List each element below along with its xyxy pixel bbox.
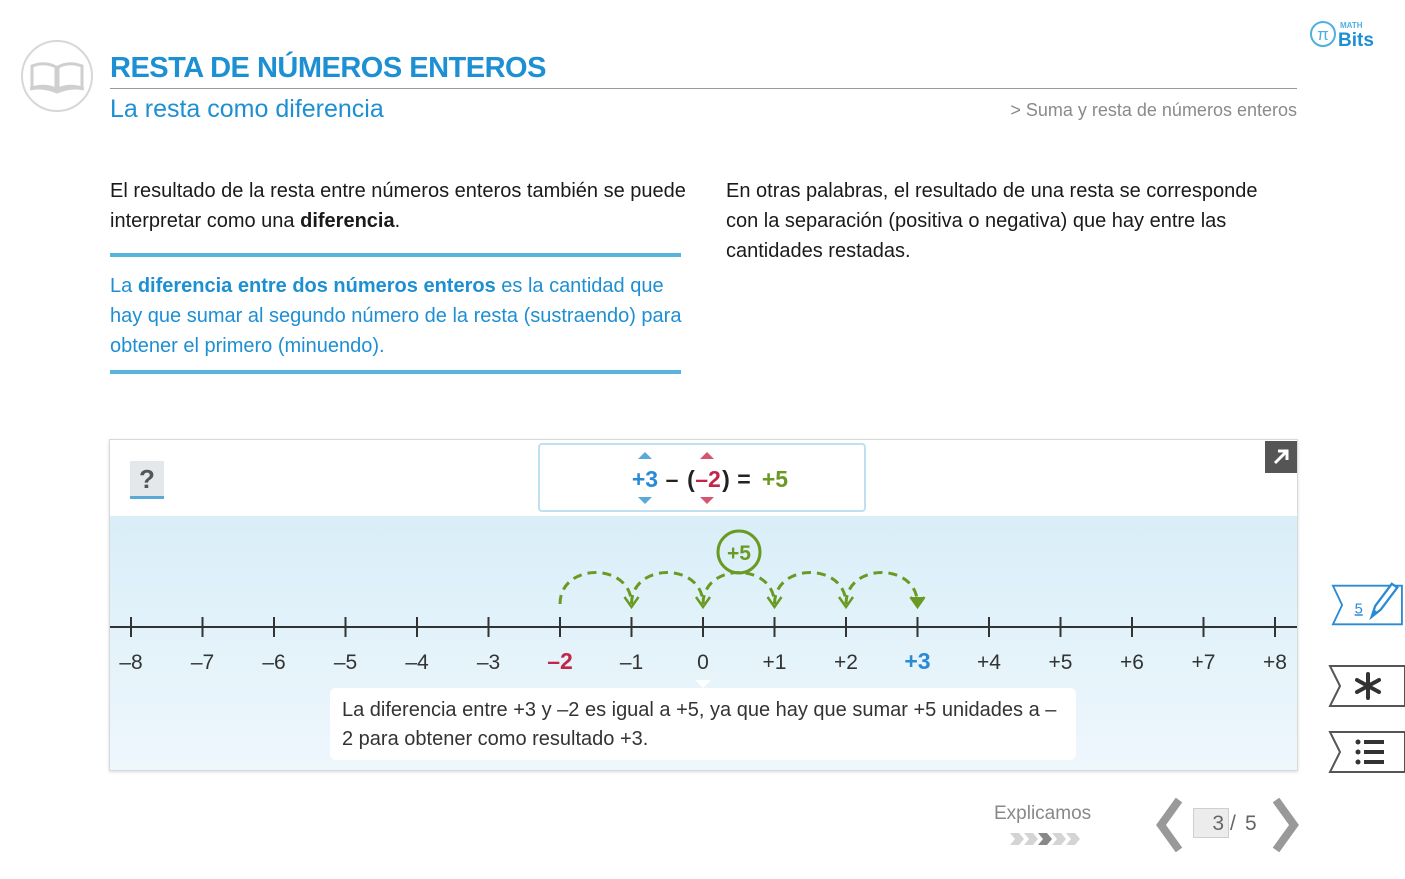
result-badge: +5: [727, 542, 751, 565]
close-paren: ): [722, 466, 730, 492]
section-progress: [1010, 831, 1085, 847]
tick-label: –8: [119, 651, 143, 674]
tick-label: –5: [333, 651, 358, 674]
definition-text-start: La: [110, 275, 138, 297]
progress-step: [1010, 833, 1024, 845]
progress-step: [1038, 833, 1052, 845]
jump-arrowhead: [911, 597, 925, 607]
jump-arc: [560, 573, 632, 605]
jump-arc: [846, 573, 918, 605]
chevron-right-icon: [1276, 800, 1294, 850]
prev-page-button[interactable]: [1153, 798, 1187, 852]
tick-label: +6: [1120, 651, 1144, 674]
intro-bold-term: diferencia: [300, 210, 395, 232]
caption-pointer: [695, 680, 711, 688]
tick-label: 0: [697, 651, 709, 674]
caption-text: La diferencia entre +3 y –2 es igual a +5, ya que hay que sumar +5 unidades a –2 para obtener como resultado +3.: [342, 699, 1057, 750]
page-counter: [1193, 808, 1267, 840]
notes-tab[interactable]: [1328, 582, 1405, 628]
tick-label: +2: [834, 651, 858, 674]
chevron-left-icon: [1161, 800, 1179, 850]
list-icon: [1356, 740, 1385, 765]
open-paren: (: [687, 466, 695, 492]
tick-label: +4: [977, 651, 1001, 674]
tick-label: –6: [262, 651, 286, 674]
caption-box: [330, 688, 1076, 760]
jump-arc: [632, 573, 704, 605]
tick-label: +7: [1191, 651, 1216, 674]
logo-symbol: π: [1317, 25, 1329, 44]
equals-sign: =: [737, 466, 751, 492]
result-value: +5: [761, 466, 789, 492]
tick-label: +5: [1048, 651, 1073, 674]
page-title: RESTA DE NÚMEROS ENTEROS: [110, 52, 546, 84]
next-page-button[interactable]: [1268, 798, 1302, 852]
tick-label: +1: [762, 651, 787, 674]
minuend-value: +3: [631, 466, 659, 492]
glossary-tab[interactable]: [1328, 664, 1405, 710]
tick-label: –7: [190, 651, 215, 674]
minus-sign: –: [665, 466, 679, 492]
tick-label: –2: [547, 648, 573, 674]
definition-text-end: es la cantidad que hay que sumar al segundo número de la resta (sustraendo) para obtener el primero (minuendo).: [110, 275, 682, 357]
tick-label: –4: [405, 651, 429, 674]
section-label: Explicamos: [994, 803, 1092, 824]
page-subtitle: La resta como diferencia: [110, 95, 384, 123]
progress-step: [1066, 833, 1080, 845]
intro-text: El resultado de la resta entre números enteros también se puede interpretar como una: [110, 180, 686, 232]
page-separator: /: [1230, 812, 1236, 835]
definition-bold-term: diferencia entre dos números enteros: [137, 275, 496, 297]
logo-big-text: Bits: [1338, 30, 1374, 51]
tick-label: +3: [904, 648, 931, 674]
jump-arc: [703, 573, 775, 605]
difference-jumps: [560, 573, 925, 608]
page-current-input[interactable]: 3: [1193, 808, 1229, 838]
progress-step: [1052, 833, 1066, 845]
logo-small-text: MATH: [1340, 21, 1363, 30]
page-total: 5: [1245, 812, 1257, 835]
breadcrumb-link[interactable]: > Suma y resta de números enteros: [1010, 100, 1297, 120]
intro-end: .: [394, 210, 401, 232]
explanation-paragraph: En otras palabras, el resultado de una resta se corresponde con la separación (positiva o negativa) que hay entre las cantidades restadas.: [726, 180, 1258, 262]
help-button[interactable]: ?: [130, 461, 164, 499]
number-line-labels: [119, 648, 1287, 674]
subtrahend-value: –2: [695, 466, 721, 492]
notes-count: 5: [1354, 601, 1363, 618]
tick-label: –1: [619, 651, 644, 674]
progress-step: [1024, 833, 1038, 845]
tick-label: –3: [476, 651, 501, 674]
jump-arc: [775, 573, 847, 605]
tick-label: +8: [1263, 651, 1287, 674]
index-tab[interactable]: [1328, 730, 1405, 776]
